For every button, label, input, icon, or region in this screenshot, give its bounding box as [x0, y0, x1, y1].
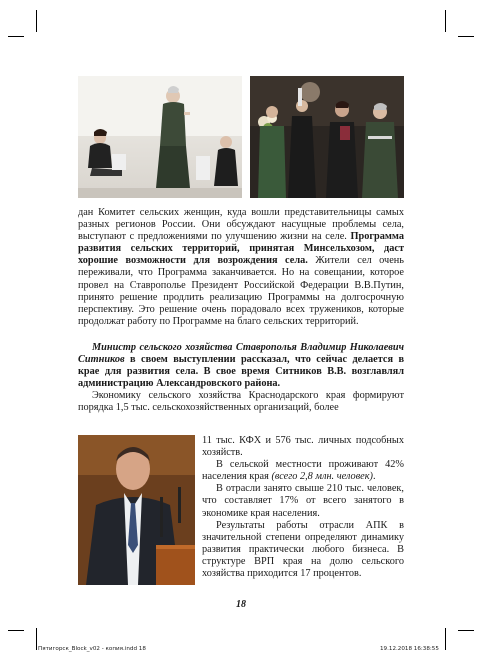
- bold-statement: Программа развития сельских территорий, принятая Минсельхозом, даст хорошие возможности для возрождения села.: [78, 231, 404, 267]
- paragraph-minister: [78, 342, 404, 390]
- conference-photo-right: [250, 76, 404, 198]
- bold-statement: в своем выступлении рассказал, что сейчас делается в крае для развития села. В свое время Ситников В.В. возглавлял администрацию Александровского района.: [78, 354, 405, 390]
- crop-mark: [445, 10, 446, 32]
- paragraph-text: дан Комитет сельских женщин, куда вошли представительницы самых разных регионов России. Они обсуждают насущные проблемы села, выступают с предложениями по улучшению жизни на селе.: [78, 207, 404, 243]
- paragraph-population: [202, 459, 404, 483]
- italic-note: (всего 2,8 млн. человек): [271, 471, 373, 483]
- paragraph-text: В сельской местности проживают 42% населения края: [202, 459, 404, 483]
- minister-portrait: [78, 435, 195, 585]
- paragraph-economy-continued: 11 тыс. КФХ и 576 тыс. личных подсобных хозяйств.: [202, 435, 404, 459]
- conference-photo-left: [78, 76, 242, 198]
- crop-mark: [36, 10, 37, 32]
- page-number: 18: [236, 599, 246, 610]
- article-text: [78, 207, 404, 415]
- paragraph-employment: В отрасли занято свыше 210 тыс. человек, что составляет 17% от всего занятого в экономике края населения.: [202, 483, 404, 519]
- crop-mark: [8, 630, 24, 631]
- crop-mark: [36, 628, 37, 650]
- crop-mark: [458, 36, 474, 37]
- minister-name: Министр сельского хозяйства Ставрополья Владимир Николаевич Ситников: [78, 341, 404, 366]
- crop-mark: [458, 630, 474, 631]
- paragraph-results: Результаты работы отрасли АПК в значительной степени определяют динамику развития практически любого бизнеса. В структуре ВРП края на долю сельского хозяйства приходится 17 процентов.: [202, 519, 404, 580]
- paragraph-text: Жители сел очень переживали, что Программа заканчивается. Но на совещании, которое провел на Ставрополье Президент Российской Федерации В.В.Путин, принято решение продлить реализацию Программы на долгосрочную перспективу. Это решение очень порадовало всех тружеников, которые продолжат работу по Программе на благо сельских территорий.: [78, 255, 404, 327]
- crop-mark: [445, 628, 446, 650]
- footer-date: 19.12.2018 16:38:55: [380, 646, 439, 652]
- paragraph-economy: Экономику сельского хозяйства Краснодарского края формируют порядка 1,5 тыс. сельскохозяйственных организаций, более: [78, 390, 404, 414]
- crop-mark: [8, 36, 24, 37]
- wrapped-text: [202, 435, 404, 580]
- paragraph-text: .: [372, 471, 376, 483]
- footer-filename: Пятигорск_Block_v02 - копия.indd 18: [38, 646, 146, 652]
- paragraph-committee: [78, 207, 404, 328]
